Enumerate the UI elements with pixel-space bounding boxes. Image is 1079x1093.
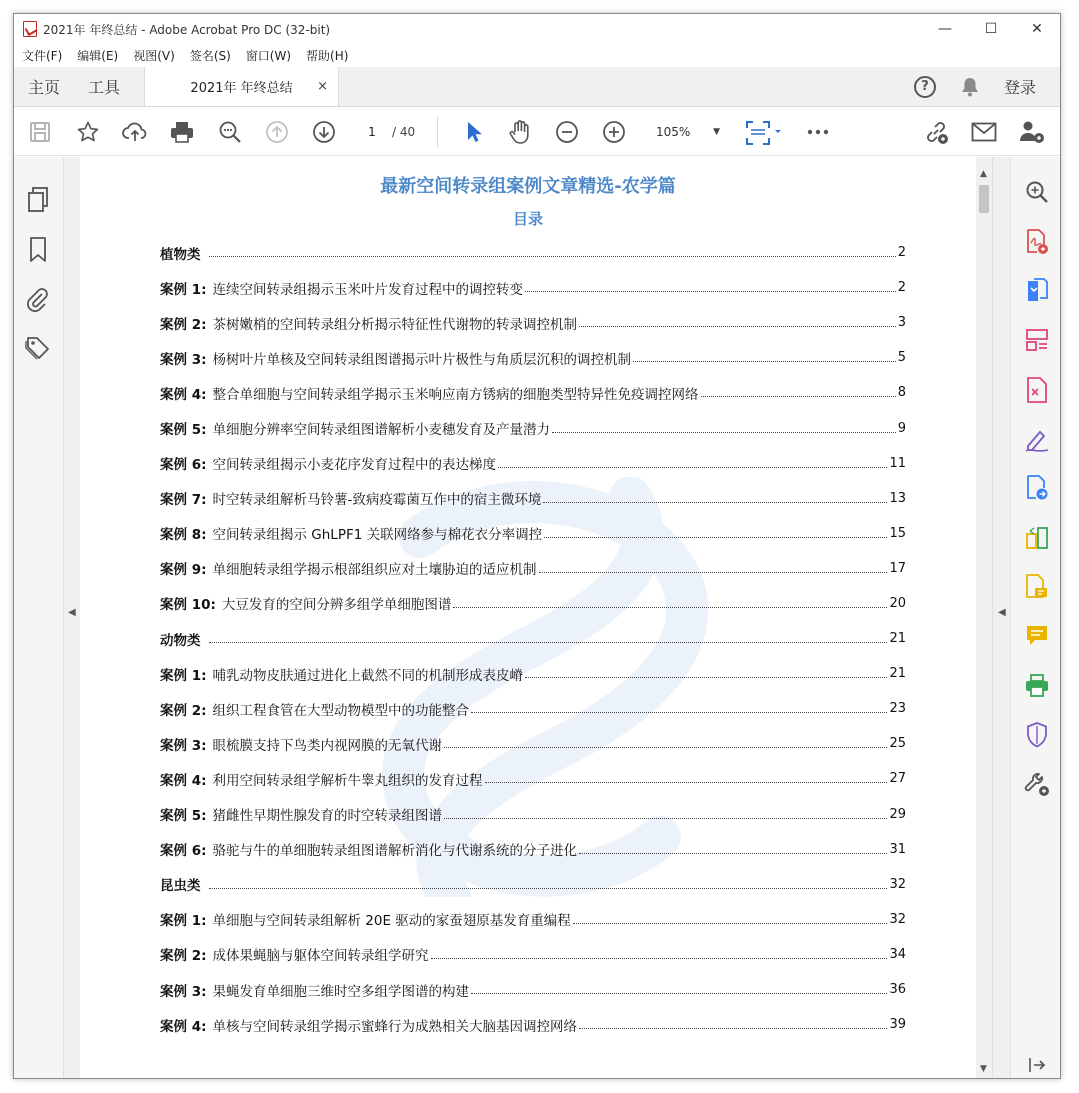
toc-entry-label: 案例 10: — [160, 597, 216, 614]
chevron-left-icon: ◀ — [68, 607, 76, 618]
toc-entry-label: 植物类 — [160, 246, 201, 263]
left-panel-collapse[interactable] — [64, 157, 80, 1079]
scroll-up-icon[interactable]: ▲ — [980, 169, 987, 179]
toc-entry[interactable] — [160, 937, 906, 972]
toc-entry-page: 21 — [889, 631, 906, 647]
document-page — [80, 157, 976, 1079]
tag-icon[interactable] — [25, 335, 51, 361]
toc-entry-page: 23 — [889, 701, 906, 717]
toc-entry[interactable] — [160, 340, 906, 375]
toc-entry-title: 连续空间转录组揭示玉米叶片发育过程中的调控转变 — [212, 281, 523, 298]
toc-leader-dots — [444, 818, 887, 819]
toc-entry-page: 21 — [889, 666, 906, 682]
save-icon[interactable] — [26, 118, 54, 146]
toc-entry[interactable] — [160, 516, 906, 551]
document-title: 最新空间转录组案例文章精选-农学篇 — [380, 176, 676, 197]
toc-entry-title: 眼梳膜支持下鸟类内视网膜的无氧代谢 — [212, 737, 442, 754]
tab-tools[interactable]: 工具 — [88, 78, 121, 97]
toc-entry-title: 茶树嫩梢的空间转录组分析揭示特征性代谢物的转录调控机制 — [212, 316, 577, 333]
toc-entry-page: 31 — [889, 841, 906, 857]
toc-entry-page: 8 — [897, 385, 906, 401]
toc-entry-title: 单核与空间转录组学揭示蜜蜂行为成熟相关大脑基因调控网络 — [212, 1018, 577, 1035]
toc-entry-page: 3 — [897, 315, 906, 331]
acrobat-logo-icon — [23, 21, 37, 37]
toc-entry-page: 32 — [889, 911, 906, 927]
print-icon[interactable] — [168, 118, 196, 146]
toc-entry-label: 动物类 — [160, 632, 201, 649]
toc-entry-label: 案例 1: — [160, 281, 207, 298]
collapse-panel-icon[interactable] — [1024, 1052, 1050, 1078]
menu-help[interactable]: 帮助(H) — [306, 48, 349, 63]
toc-entry[interactable] — [160, 761, 906, 796]
toc-entry-title: 骆驼与牛的单细胞转录组图谱解析消化与代谢系统的分子进化 — [212, 843, 577, 860]
toc-entry-label: 案例 1: — [160, 667, 207, 684]
zoom-level-select[interactable] — [644, 121, 724, 143]
toc-entry-title: 大豆发育的空间分辨多组学单细胞图谱 — [221, 597, 452, 614]
fill-sign-icon[interactable] — [1024, 427, 1050, 453]
toc-entry-title: 单细胞与空间转录组解析 20E 驱动的家蚕翅原基发育重编程 — [212, 913, 571, 930]
toc-entry-label: 案例 2: — [160, 316, 207, 333]
toc-entry-page: 11 — [889, 455, 906, 471]
toc-entry-label: 案例 3: — [160, 351, 207, 368]
toc-entry[interactable] — [160, 305, 906, 340]
toc-entry-label: 案例 1: — [160, 913, 207, 930]
toc-entry[interactable] — [160, 586, 906, 621]
zoom-out-icon[interactable] — [553, 118, 581, 146]
toc-leader-dots — [544, 537, 887, 538]
menu-sign[interactable]: 签名(S) — [189, 48, 231, 63]
attachment-icon[interactable] — [25, 286, 51, 312]
toc-entry[interactable] — [160, 410, 906, 445]
toc-entry[interactable] — [160, 726, 906, 761]
toc-entry[interactable] — [160, 375, 906, 410]
search-zoom-icon[interactable] — [1024, 179, 1050, 205]
tab-document[interactable] — [144, 67, 339, 106]
comment-icon[interactable] — [1024, 623, 1050, 649]
zoom-in-icon[interactable] — [600, 118, 628, 146]
create-pdf-icon[interactable] — [1024, 229, 1050, 255]
toc-entry-page: 25 — [889, 736, 906, 752]
star-icon[interactable] — [74, 118, 102, 146]
acrobat-window — [13, 13, 1061, 1079]
login-link[interactable]: 登录 — [1003, 78, 1036, 97]
toc-entry[interactable] — [160, 972, 906, 1007]
toc-entry-label: 案例 8: — [160, 527, 207, 544]
toc-leader-dots — [525, 291, 896, 292]
toc-entry-label: 案例 5: — [160, 422, 207, 439]
toc-entry-title: 时空转录组解析马铃薯-致病疫霉菌互作中的宿主微环境 — [212, 492, 542, 509]
chevron-left-icon: ◀ — [998, 607, 1006, 618]
maximize-button[interactable]: ☐ — [984, 21, 998, 37]
toc-entry[interactable] — [160, 867, 906, 902]
toc-entry-label: 案例 3: — [160, 983, 207, 1000]
table-of-contents — [160, 235, 906, 1042]
page-number-input[interactable]: 1 — [368, 125, 376, 139]
toc-entry-title: 整合单细胞与空间转录组学揭示玉米响应南方锈病的细胞类型特异性免疫调控网络 — [212, 386, 699, 403]
toolbar — [14, 108, 1060, 156]
toc-entry[interactable] — [160, 446, 906, 481]
toc-entry[interactable] — [160, 551, 906, 586]
toc-entry-title: 猪雌性早期性腺发育的时空转录组图谱 — [212, 808, 442, 825]
zoom-level-value: 105% — [656, 125, 691, 139]
toc-entry-label: 案例 2: — [160, 702, 207, 719]
toc-entry-label: 案例 5: — [160, 808, 207, 825]
toc-entry-label: 案例 9: — [160, 562, 207, 579]
compare-files-icon[interactable] — [1024, 525, 1050, 551]
toc-entry[interactable] — [160, 1007, 906, 1042]
menu-window[interactable]: 窗口(W) — [245, 48, 292, 63]
toc-leader-dots — [471, 993, 887, 994]
right-panel-collapse[interactable] — [992, 157, 1010, 1079]
previous-page-icon[interactable] — [263, 118, 291, 146]
close-tab-button[interactable]: × — [317, 79, 329, 94]
notification-bell-icon[interactable] — [960, 76, 980, 98]
menu-edit[interactable]: 编辑(E) — [77, 48, 119, 63]
toc-heading: 目录 — [512, 210, 543, 228]
toc-leader-dots — [209, 888, 888, 889]
toc-entry-title: 果蝇发育单细胞三维时空多组学图谱的构建 — [212, 983, 469, 1000]
toc-entry[interactable] — [160, 481, 906, 516]
chevron-down-icon: ▼ — [713, 127, 720, 137]
protect-shield-icon[interactable] — [1024, 722, 1050, 748]
toc-leader-dots — [701, 396, 896, 397]
close-window-button[interactable]: ✕ — [1031, 21, 1043, 37]
toc-entry-title: 空间转录组揭示 GhLPF1 关联网络参与棉花衣分率调控 — [212, 527, 543, 544]
toc-entry-label: 昆虫类 — [160, 878, 201, 895]
scrollbar-thumb[interactable] — [979, 185, 989, 213]
document-tab-label: 2021年 年终总结 — [190, 81, 293, 96]
toc-leader-dots — [431, 958, 888, 959]
toc-entry-title: 空间转录组揭示小麦花序发育过程中的表达梯度 — [212, 457, 496, 474]
toc-entry-label: 案例 3: — [160, 737, 207, 754]
minimize-button[interactable]: — — [938, 21, 952, 37]
bookmark-icon[interactable] — [25, 237, 51, 263]
toc-entry-label: 案例 4: — [160, 386, 207, 403]
toc-entry-page: 34 — [889, 946, 906, 962]
toc-entry-page: 15 — [889, 525, 906, 541]
toc-entry[interactable] — [160, 656, 906, 691]
toc-entry-page: 13 — [889, 490, 906, 506]
more-tools-icon[interactable] — [1024, 771, 1050, 797]
toc-entry-label: 案例 6: — [160, 457, 207, 474]
zoom-search-icon[interactable] — [216, 118, 244, 146]
toc-leader-dots — [552, 432, 896, 433]
toc-leader-dots — [633, 361, 896, 362]
menu-bar — [14, 44, 1060, 66]
add-user-icon[interactable] — [1018, 118, 1046, 146]
select-cursor-icon[interactable] — [460, 118, 488, 146]
vertical-scrollbar[interactable] — [976, 157, 992, 1079]
toc-entry[interactable] — [160, 621, 906, 656]
print-production-icon[interactable] — [1024, 673, 1050, 699]
next-page-icon[interactable] — [310, 118, 338, 146]
toc-entry-title: 成体果蝇脑与躯体空间转录组学研究 — [212, 948, 429, 965]
toc-leader-dots — [498, 467, 887, 468]
toc-entry[interactable] — [160, 797, 906, 832]
toc-leader-dots — [543, 502, 887, 503]
toc-leader-dots — [471, 712, 887, 713]
toc-entry-label: 案例 7: — [160, 492, 207, 509]
edit-pdf-icon[interactable] — [1024, 377, 1050, 403]
menu-file[interactable]: 文件(F) — [22, 48, 63, 63]
organize-pages-icon[interactable] — [1024, 327, 1050, 353]
menu-view[interactable]: 视图(V) — [133, 48, 175, 63]
help-icon[interactable]: ? — [914, 76, 936, 98]
toc-entry[interactable] — [160, 832, 906, 867]
scroll-down-icon[interactable]: ▼ — [980, 1064, 987, 1074]
toc-entry-title: 哺乳动物皮肤通过进化上截然不同的机制形成表皮嵴 — [212, 667, 523, 684]
toc-leader-dots — [579, 326, 896, 327]
toc-leader-dots — [209, 256, 896, 257]
toc-entry-page: 2 — [897, 245, 906, 261]
page-fit-icon[interactable] — [742, 118, 784, 146]
email-icon[interactable] — [970, 118, 998, 146]
toc-entry[interactable] — [160, 902, 906, 937]
hand-tool-icon[interactable] — [506, 118, 534, 146]
comment-document-icon[interactable] — [1024, 574, 1050, 600]
toc-entry-label: 案例 2: — [160, 948, 207, 965]
toc-entry-label: 案例 4: — [160, 1018, 207, 1035]
toc-leader-dots — [579, 853, 887, 854]
toolbar-separator — [437, 117, 438, 147]
toc-entry-page: 5 — [897, 350, 906, 366]
toc-entry-page: 17 — [889, 560, 906, 576]
toc-entry-title: 杨树叶片单核及空间转录组图谱揭示叶片极性与角质层沉积的调控机制 — [212, 351, 631, 368]
tab-home[interactable]: 主页 — [28, 78, 61, 97]
toc-entry-page: 2 — [897, 280, 906, 296]
toc-leader-dots — [539, 572, 888, 573]
toc-entry-page: 29 — [889, 806, 906, 822]
toc-entry[interactable] — [160, 270, 906, 305]
toc-leader-dots — [525, 677, 887, 678]
left-navigation-panel — [14, 157, 64, 1079]
page-thumbnails-icon[interactable] — [25, 187, 51, 213]
toc-leader-dots — [573, 923, 888, 924]
toc-entry-page: 9 — [897, 420, 906, 436]
toc-leader-dots — [209, 642, 888, 643]
upload-cloud-icon[interactable] — [121, 118, 149, 146]
toc-entry-label: 案例 4: — [160, 772, 207, 789]
export-pdf-icon[interactable] — [1024, 278, 1050, 304]
page-total: / 40 — [392, 125, 416, 139]
toc-entry-title: 利用空间转录组学解析牛睾丸组织的发育过程 — [212, 772, 483, 789]
window-title: 2021年 年终总结 - Adobe Acrobat Pro DC (32-bit) — [43, 22, 331, 37]
toc-entry-page: 32 — [889, 876, 906, 892]
toc-entry-page: 27 — [889, 771, 906, 787]
toc-entry-title: 组织工程食管在大型动物模型中的功能整合 — [212, 702, 469, 719]
toc-entry-title: 单细胞转录组学揭示根部组织应对土壤胁迫的适应机制 — [212, 562, 537, 579]
toc-entry-label: 案例 6: — [160, 843, 207, 860]
toc-leader-dots — [485, 782, 888, 783]
share-link-icon[interactable] — [922, 118, 950, 146]
toc-entry-page: 39 — [889, 1017, 906, 1033]
more-options-icon[interactable] — [804, 118, 832, 146]
toc-entry-page: 20 — [889, 595, 906, 611]
send-for-review-icon[interactable] — [1024, 475, 1050, 501]
toc-leader-dots — [579, 1028, 887, 1029]
title-bar — [14, 14, 1060, 44]
toc-entry[interactable] — [160, 691, 906, 726]
toc-leader-dots — [453, 607, 887, 608]
tab-bar — [14, 67, 1060, 107]
toc-entry-page: 36 — [889, 982, 906, 998]
toc-entry[interactable] — [160, 235, 906, 270]
toc-leader-dots — [444, 747, 887, 748]
toc-entry-title: 单细胞分辨率空间转录组图谱解析小麦穗发育及产量潜力 — [212, 422, 550, 439]
right-tools-panel — [1010, 157, 1061, 1079]
